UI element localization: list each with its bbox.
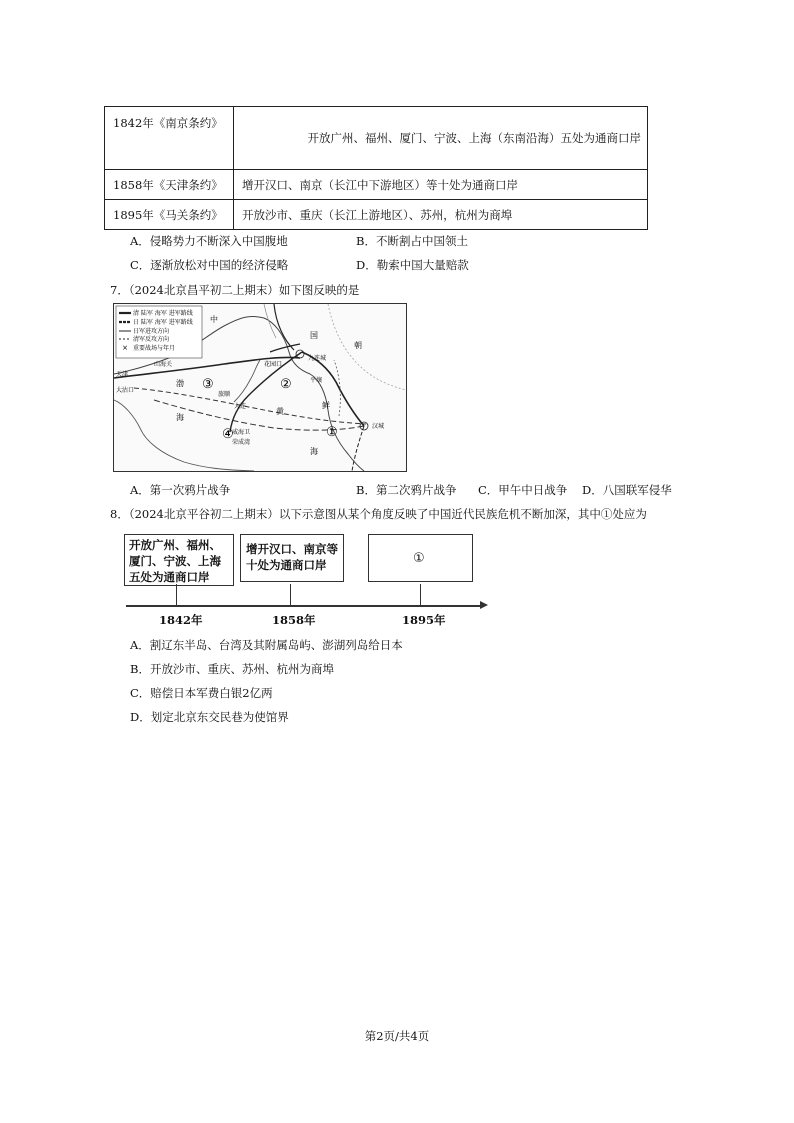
map-label: 海 (176, 413, 184, 422)
legend-item: 重要战场与年月 (133, 345, 176, 352)
q7-option-d[interactable]: D．八国联军侵华 (582, 483, 672, 497)
timeline-tick (176, 584, 177, 606)
map-marker: ② (280, 377, 292, 392)
timeline-box-line: 五处为通商口岸 (129, 570, 210, 584)
timeline-box-line: 增开汉口、南京等 (246, 542, 338, 556)
map-label: 大沽口 (116, 387, 135, 394)
arrow-right-icon (480, 601, 488, 609)
timeline-box-1858 (240, 534, 344, 582)
q7-stem: 7．（2024北京昌平初二上期末）如下图反映的是 (110, 283, 360, 297)
q8-option-a[interactable]: A．割辽东半岛、台湾及其附属岛屿、澎湖列岛给日本 (130, 638, 403, 652)
map-label: 大连 (234, 403, 247, 410)
map-label: 汉城 (372, 423, 385, 430)
timeline-box-line: 开放广州、福州、 (129, 538, 221, 552)
table-row (105, 170, 648, 200)
q6-option-d[interactable]: D．勒索中国大量赔款 (356, 258, 469, 272)
legend-item: 日 陆军 海军 进军路线 (133, 319, 193, 326)
map-label: 威海卫 (232, 429, 251, 436)
table-cell-content: 开放广州、福州、厦门、宁波、上海（东南沿海）五处为通商口岸 (234, 107, 648, 170)
treaty-table (104, 106, 648, 230)
q7-option-c[interactable]: C．甲午中日战争 (478, 483, 568, 497)
map-marker: ① (326, 425, 338, 440)
legend-item: 日军进攻方向 (133, 328, 170, 335)
map-label: 海 (310, 447, 318, 456)
timeline-box-line: 厦门、宁波、上海 (129, 554, 221, 568)
map-label: 黄 (276, 407, 284, 416)
q8-option-c[interactable]: C．赔偿日本军费白银2亿两 (130, 686, 273, 700)
table-cell-year: 1895年《马关条约》 (105, 200, 234, 230)
legend-item: 清 陆军 海军 进军路线 (133, 310, 193, 317)
table-row (105, 200, 648, 230)
table-cell-content: 开放沙市、重庆（长江上游地区）、苏州，杭州为商埠 (234, 200, 648, 230)
timeline-tick (290, 584, 291, 606)
timeline-tick (420, 584, 421, 606)
timeline-year: 1895年 (402, 613, 446, 627)
map-label: 九连城 (308, 355, 327, 362)
table-cell-year: 1858年《天津条约》 (105, 170, 234, 200)
map-label: 旅顺 (218, 391, 231, 398)
map-label: 国 (310, 331, 318, 340)
map-label: 鲜 (322, 401, 330, 410)
map-marker: ④ (222, 427, 234, 442)
map-label: 渤 (176, 379, 184, 388)
legend-item: 清军反攻方向 (133, 336, 170, 343)
q6-option-c[interactable]: C．逐渐放松对中国的经济侵略 (130, 258, 289, 272)
q8-option-d[interactable]: D．划定北京东交民巷为使馆界 (130, 710, 289, 724)
q8-stem: 8．（2024北京平谷初二上期末）以下示意图从某个角度反映了中国近代民族危机不断加深，其中①处应为 (110, 507, 647, 521)
timeline-box-line: 十处为通商口岸 (246, 558, 327, 572)
map-marker: ③ (202, 377, 214, 392)
war-map-svg (114, 304, 406, 471)
timeline-year: 1842年 (159, 613, 203, 627)
table-cell-year: 1842年《南京条约》 (105, 107, 234, 170)
timeline-box-1842 (124, 534, 234, 586)
map-label: 中 (210, 315, 218, 324)
timeline-axis (126, 605, 482, 607)
map-label: 山海关 (154, 361, 173, 368)
page-number: 第2页/共4页 (364, 1029, 430, 1043)
q8-option-b[interactable]: B．开放沙市、重庆、苏州、杭州为商埠 (130, 662, 334, 676)
map-label: 荣成湾 (232, 439, 251, 446)
map-label: 朝 (354, 341, 362, 350)
q6-option-a[interactable]: A．侵略势力不断深入中国腹地 (130, 234, 288, 248)
table-cell-content: 增开汉口、南京（长江中下游地区）等十处为通商口岸 (234, 170, 648, 200)
timeline-box-1895: ① (368, 534, 473, 582)
q7-option-a[interactable]: A．第一次鸦片战争 (130, 483, 231, 497)
q6-option-b[interactable]: B．不断割占中国领土 (356, 234, 468, 248)
q7-option-b[interactable]: B．第二次鸦片战争 (356, 483, 457, 497)
map-label: 天津 (116, 371, 129, 378)
timeline-year: 1858年 (272, 613, 316, 627)
map-label: 花园口 (264, 361, 283, 368)
svg-text:×: × (122, 344, 128, 352)
map-label: 平壤 (310, 377, 323, 384)
war-map (113, 303, 407, 472)
table-row (105, 107, 648, 170)
